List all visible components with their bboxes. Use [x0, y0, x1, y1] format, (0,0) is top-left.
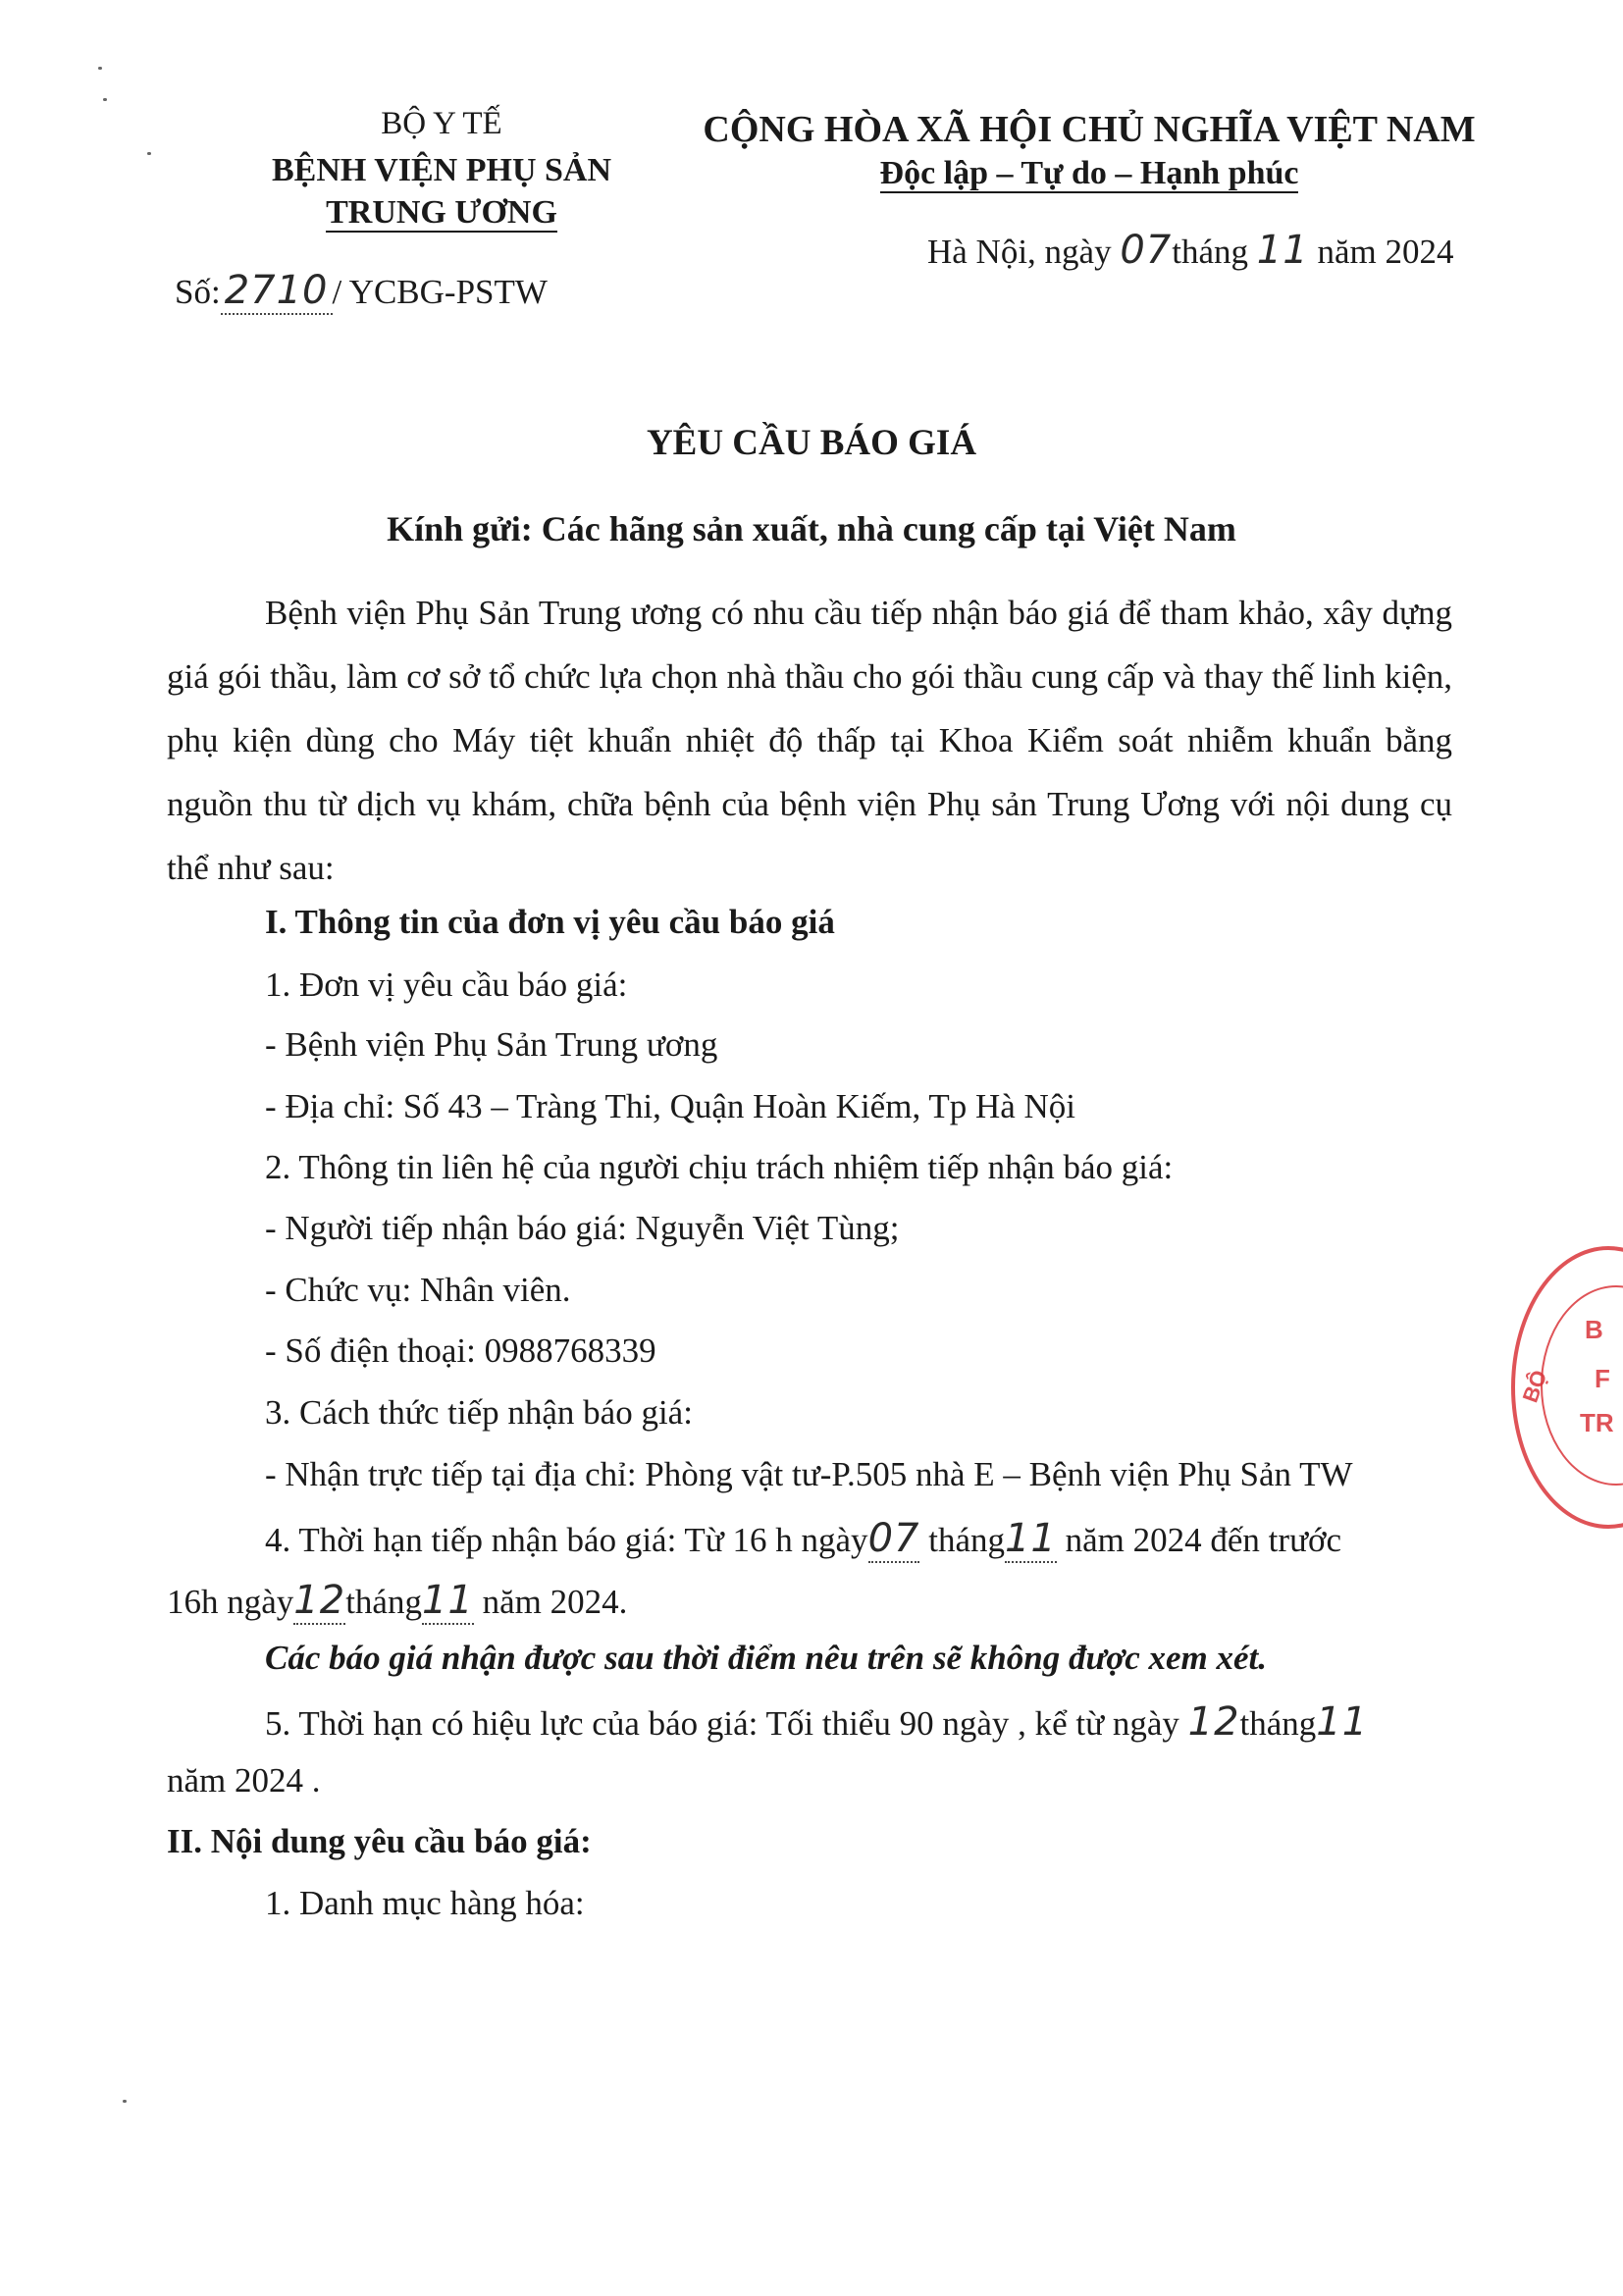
- section1-item1: 1. Đơn vị yêu cầu báo giá:: [265, 965, 628, 1004]
- document-title: YÊU CẦU BÁO GIÁ: [646, 423, 977, 463]
- item4b-year: năm 2024.: [482, 1583, 628, 1621]
- document-date: [927, 228, 1453, 273]
- section1-unit: - Bệnh viện Phụ Sản Trung ương: [265, 1025, 718, 1064]
- hospital-name-line2-wrap: [196, 194, 687, 232]
- republic-title: CỘNG HÒA XÃ HỘI CHỦ NGHĨA VIỆT NAM: [703, 109, 1476, 150]
- section1-item4: [265, 1516, 1341, 1561]
- document-number-prefix: Số:: [175, 273, 221, 311]
- item5-day-handwritten: 12: [1187, 1699, 1240, 1745]
- item5-month-label: tháng: [1239, 1704, 1317, 1743]
- item4-day-handwritten: 07: [867, 1516, 920, 1561]
- section1-item3: 3. Cách thức tiếp nhận báo giá:: [265, 1393, 693, 1432]
- section2-heading: II. Nội dung yêu cầu báo giá:: [167, 1822, 592, 1860]
- scan-speck: [98, 67, 102, 70]
- section2-item1: 1. Danh mục hàng hóa:: [265, 1884, 585, 1922]
- section1-phone: - Số điện thoại: 0988768339: [265, 1331, 656, 1370]
- motto: Độc lập – Tự do – Hạnh phúc: [879, 155, 1299, 191]
- section1-item4-continued: [167, 1578, 627, 1623]
- section1-item5-continued: năm 2024 .: [167, 1761, 321, 1800]
- section1-notice: Các báo giá nhận được sau thời điểm nêu trên sẽ không được xem xét.: [265, 1639, 1267, 1677]
- item5-prefix: 5. Thời hạn có hiệu lực của báo giá: Tối thiểu 90 ngày , kể từ ngày: [265, 1704, 1179, 1743]
- section1-address: - Địa chỉ: Số 43 – Tràng Thi, Quận Hoàn Kiếm, Tp Hà Nội: [265, 1087, 1076, 1125]
- section1-method: - Nhận trực tiếp tại địa chỉ: Phòng vật tư-P.505 nhà E – Bệnh viện Phụ Sản TW: [265, 1455, 1353, 1493]
- date-month-handwritten: 11: [1256, 228, 1309, 273]
- item4-month-label: tháng: [928, 1521, 1005, 1559]
- stamp-text-c: TR: [1580, 1408, 1614, 1437]
- hospital-name-line2: TRUNG ƯƠNG: [326, 194, 557, 231]
- date-day-handwritten: 07: [1120, 228, 1173, 273]
- stamp-text-d: BỘ: [1517, 1367, 1552, 1406]
- date-month-label: tháng: [1172, 233, 1249, 271]
- ministry-name: BỘ Y TẾ: [381, 106, 502, 141]
- section1-item5: [265, 1699, 1368, 1745]
- item4-prefix: 4. Thời hạn tiếp nhận báo giá: Từ 16 h ngày: [265, 1521, 868, 1559]
- stamp-text-a: B: [1585, 1315, 1603, 1344]
- scan-speck: [103, 98, 107, 101]
- item4-year: năm 2024 đến trước: [1065, 1521, 1342, 1559]
- document-number-suffix: / YCBG-PSTW: [332, 273, 548, 311]
- hospital-name-line1: BỆNH VIỆN PHỤ SẢN: [271, 152, 612, 188]
- item4b-day-handwritten: 12: [293, 1578, 346, 1623]
- stamp-text-b: F: [1595, 1364, 1610, 1393]
- date-prefix: Hà Nội, ngày: [927, 233, 1112, 271]
- scan-speck: [123, 2100, 127, 2103]
- section1-position: - Chức vụ: Nhân viên.: [265, 1271, 571, 1309]
- document-number-handwritten: 2710: [221, 268, 333, 315]
- scan-speck: [147, 152, 151, 155]
- section1-receiver: - Người tiếp nhận báo giá: Nguyễn Việt Tùng;: [265, 1209, 900, 1247]
- item5-month-handwritten: 11: [1316, 1699, 1369, 1745]
- date-year: năm 2024: [1317, 233, 1454, 271]
- motto-wrap: [667, 155, 1511, 192]
- item4b-month-handwritten: 11: [421, 1578, 474, 1623]
- intro-paragraph: Bệnh viện Phụ Sản Trung ương có nhu cầu tiếp nhận báo giá để tham khảo, xây dựng giá gói thầu, làm cơ sở tổ chức lựa chọn nhà thầu cho gói thầu cung cấp và thay thế linh kiện, phụ kiện dùng cho Máy tiệt khuẩn nhiệt độ thấp tại Khoa Kiểm soát nhiễm khuẩn bằng nguồn thu từ dịch vụ khám, chữa bệnh của bệnh viện Phụ sản Trung Ương với nội dung cụ thể như sau:: [167, 594, 1452, 887]
- section1-item2: 2. Thông tin liên hệ của người chịu trách nhiệm tiếp nhận báo giá:: [265, 1148, 1174, 1186]
- item4-month-handwritten: 11: [1004, 1516, 1057, 1561]
- document-number: [175, 268, 548, 313]
- recipient-line: Kính gửi: Các hãng sản xuất, nhà cung cấp tại Việt Nam: [387, 509, 1236, 548]
- section1-heading: I. Thông tin của đơn vị yêu cầu báo giá: [265, 903, 835, 941]
- item4b-month-label: tháng: [345, 1583, 422, 1621]
- item4b-prefix: 16h ngày: [167, 1583, 294, 1621]
